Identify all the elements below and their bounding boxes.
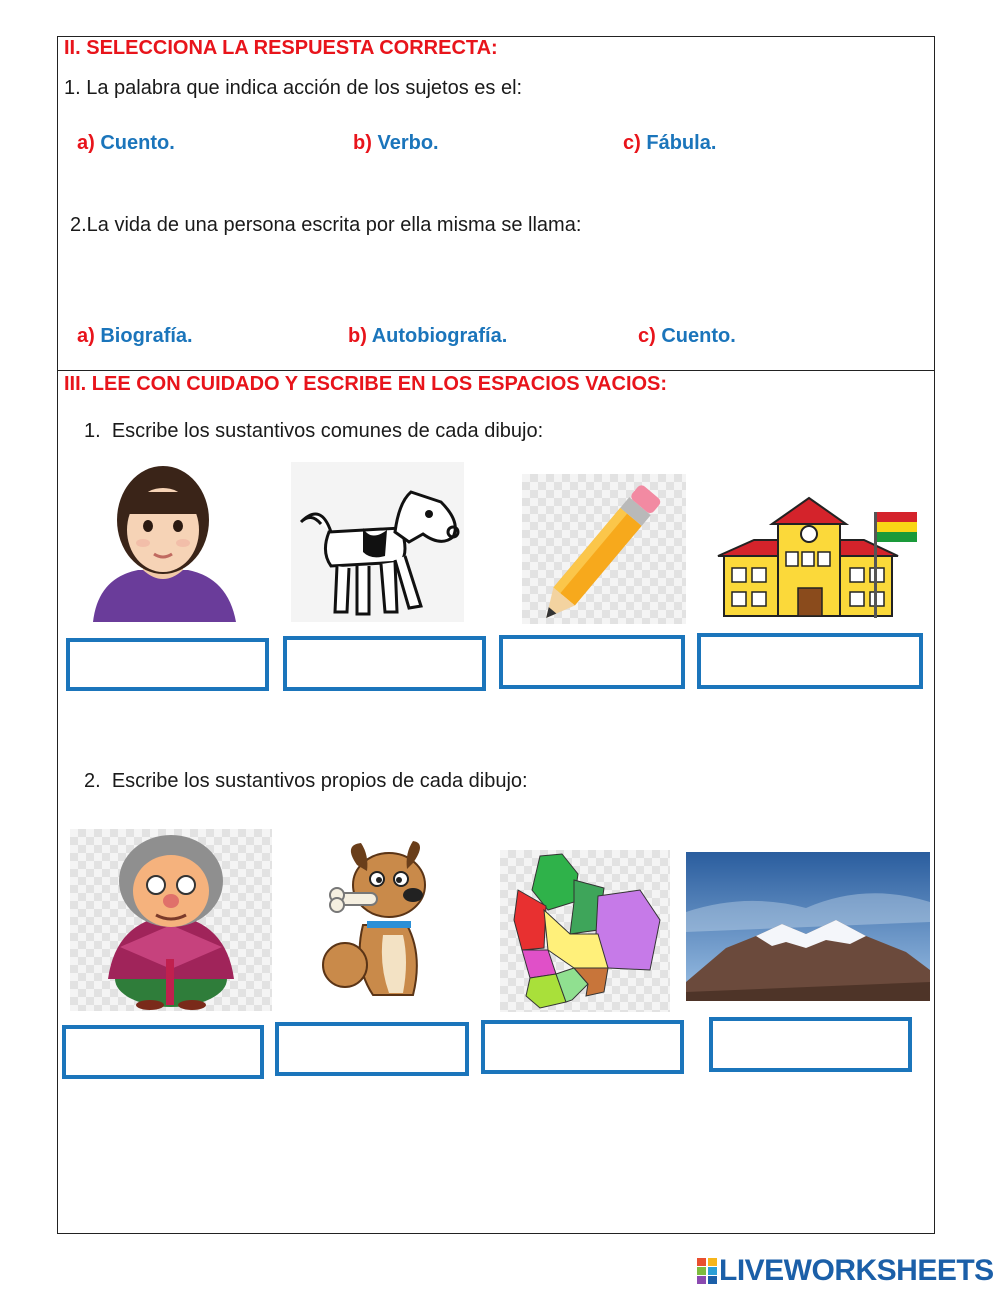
option-letter: b) xyxy=(353,132,372,154)
answer-box-horse[interactable] xyxy=(283,636,486,691)
answer-box-mountain[interactable] xyxy=(709,1017,912,1072)
subquestion-text: Escribe los sustantivos comunes de cada dibujo: xyxy=(111,420,544,442)
option-letter: a) xyxy=(77,132,95,154)
q2-option-c[interactable] xyxy=(638,325,736,348)
option-letter: b) xyxy=(348,325,367,347)
option-text: Verbo. xyxy=(377,132,439,154)
option-text: Biografía. xyxy=(100,325,193,347)
section-divider xyxy=(57,370,935,371)
section-3-title: III. LEE CON CUIDADO Y ESCRIBE EN LOS ESPACIOS VACIOS: xyxy=(64,373,668,395)
answer-box-dog[interactable] xyxy=(275,1022,469,1076)
mountain-picture xyxy=(686,852,930,1001)
option-letter: c) xyxy=(623,132,641,154)
answer-box-school[interactable] xyxy=(697,633,923,689)
subquestion-number: 2. xyxy=(84,770,101,792)
school-picture xyxy=(714,476,922,622)
q1-option-b[interactable] xyxy=(353,132,439,155)
answer-box-girl[interactable] xyxy=(66,638,269,691)
answer-box-grandmother[interactable] xyxy=(62,1025,264,1079)
section-2-title: II. SELECCIONA LA RESPUESTA CORRECTA: xyxy=(64,37,498,59)
answer-box-pencil[interactable] xyxy=(499,635,685,689)
bolivia-map-picture xyxy=(500,850,670,1012)
answer-box-map[interactable] xyxy=(481,1020,684,1074)
pencil-picture xyxy=(522,474,686,624)
q1-option-a[interactable] xyxy=(77,132,175,155)
horse-picture xyxy=(291,462,464,622)
q1-option-c[interactable] xyxy=(623,132,716,155)
option-letter: a) xyxy=(77,325,95,347)
logo-mark-icon xyxy=(697,1258,717,1284)
option-text: Fábula. xyxy=(646,132,717,154)
grandmother-picture xyxy=(70,829,272,1011)
question-1-text: 1. La palabra que indica acción de los sujetos es el: xyxy=(64,77,523,99)
option-text: Autobiografía. xyxy=(371,325,508,347)
option-text: Cuento. xyxy=(100,132,175,154)
subquestion-1 xyxy=(84,420,543,443)
subquestion-text: Escribe los sustantivos propios de cada dibujo: xyxy=(111,770,528,792)
question-2-text: 2.La vida de una persona escrita por ella misma se llama: xyxy=(70,214,582,236)
liveworksheets-logo xyxy=(697,1256,994,1286)
subquestion-number: 1. xyxy=(84,420,101,442)
option-text: Cuento. xyxy=(661,325,736,347)
option-letter: c) xyxy=(638,325,656,347)
subquestion-2 xyxy=(84,770,528,793)
girl-picture xyxy=(88,458,238,622)
logo-text: LIVEWORKSHEETS xyxy=(719,1254,994,1287)
q2-option-a[interactable] xyxy=(77,325,193,348)
q2-option-b[interactable] xyxy=(348,325,507,348)
dog-picture xyxy=(313,835,447,1009)
